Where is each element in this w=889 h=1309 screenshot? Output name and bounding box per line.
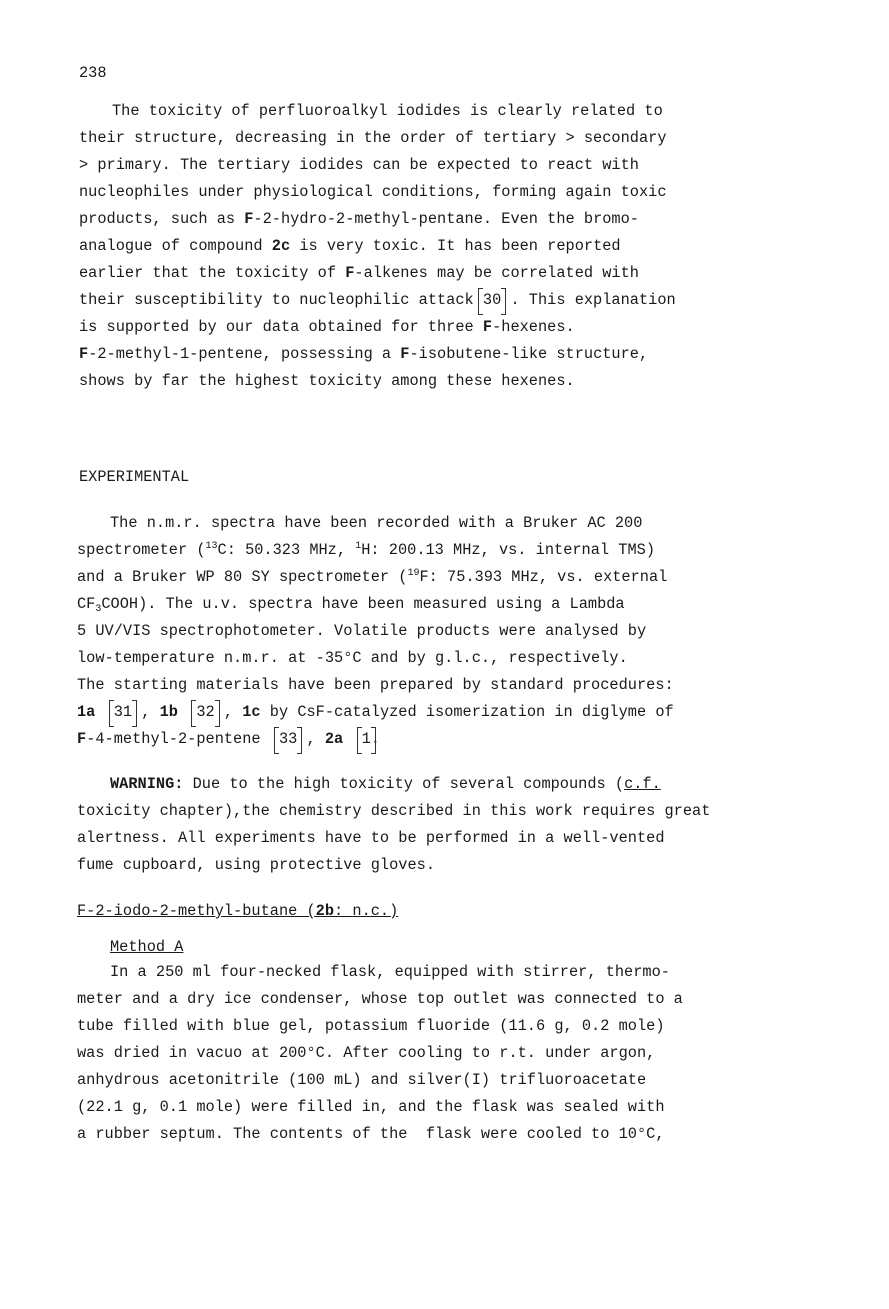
text-line: their structure, decreasing in the order of tertiary > secondary bbox=[79, 129, 667, 147]
text-line: In a 250 ml four-necked flask, equipped with stirrer, thermo- bbox=[110, 963, 670, 981]
citation-ref: 32 bbox=[196, 703, 215, 721]
text-line: The starting materials have been prepared by standard procedures: bbox=[77, 676, 674, 694]
text-line: and a Bruker WP 80 SY spectrometer ($^{19}$F: 75.393 MHz, vs. external bbox=[77, 568, 668, 586]
text-line: WARNING: Due to the high toxicity of several compounds (c.f. bbox=[110, 775, 661, 793]
text-line: The toxicity of perfluoroalkyl iodides is clearly related to bbox=[112, 102, 663, 120]
section-heading: EXPERIMENTAL bbox=[79, 468, 190, 486]
text-line: (22.1 g, 0.1 mole) were filled in, and the flask was sealed with bbox=[77, 1098, 665, 1116]
text-line: products, such as F-2-hydro-2-methyl-pentane. Even the bromo- bbox=[79, 210, 639, 228]
page-number: 238 bbox=[79, 64, 107, 82]
text-line: toxicity chapter),the chemistry described in this work requires great bbox=[77, 802, 711, 820]
citation-ref: 33 bbox=[278, 730, 298, 748]
text-line: their susceptibility to nucleophilic attack 30 . This explanation bbox=[79, 291, 676, 309]
citation-ref: 30 bbox=[482, 291, 502, 309]
text-line: $CF_3COOH$). The u.v. spectra have been measured using a Lambda bbox=[77, 595, 625, 615]
method-heading: Method A bbox=[110, 938, 184, 956]
text-line: meter and a dry ice condenser, whose top outlet was connected to a bbox=[77, 990, 683, 1008]
text-line: low-temperature n.m.r. at -35°C and by g.l.c., respectively. bbox=[77, 649, 628, 667]
text-line: The n.m.r. spectra have been recorded with a Bruker AC 200 bbox=[110, 514, 643, 532]
compound-title: F-2-iodo-2-methyl-butane (2b: n.c.) bbox=[77, 902, 399, 920]
text-line: fume cupboard, using protective gloves. bbox=[77, 856, 436, 874]
warning-label: WARNING: bbox=[110, 775, 184, 793]
text-line: spectrometer ($^{13}$C: 50.323 MHz, $^1$H: 200.13 MHz, vs. internal TMS) bbox=[77, 541, 655, 559]
text-line: anhydrous acetonitrile (100 mL) and silver(I) trifluoroacetate bbox=[77, 1071, 647, 1089]
text-line: earlier that the toxicity of F-alkenes may be correlated with bbox=[79, 264, 639, 282]
text-line: tube filled with blue gel, potassium fluoride (11.6 g, 0.2 mole) bbox=[77, 1017, 665, 1035]
text-line: analogue of compound 2c is very toxic. It has been reported bbox=[79, 237, 621, 255]
text-line: F-4-methyl-2-pentene 33 , 2a 1. bbox=[77, 730, 380, 748]
text-line: nucleophiles under physiological conditions, forming again toxic bbox=[79, 183, 667, 201]
citation-ref: 31 bbox=[113, 703, 133, 721]
citation-ref: 1 bbox=[361, 730, 371, 748]
text-line: 1a 31 , 1b 32 , 1c by CsF-catalyzed isomerization in diglyme of bbox=[77, 703, 674, 721]
text-line: alertness. All experiments have to be performed in a well-vented bbox=[77, 829, 665, 847]
text-line: is supported by our data obtained for three F-hexenes. bbox=[79, 318, 575, 336]
text-line: was dried in vacuo at 200°C. After cooling to r.t. under argon, bbox=[77, 1044, 656, 1062]
text-line: 5 UV/VIS spectrophotometer. Volatile products were analysed by bbox=[77, 622, 647, 640]
text-line: a rubber septum. The contents of the flask were cooled to 10°C, bbox=[77, 1125, 665, 1143]
text-line: F-2-methyl-1-pentene, possessing a F-isobutene-like structure, bbox=[79, 345, 649, 363]
text-line: shows by far the highest toxicity among these hexenes. bbox=[79, 372, 575, 390]
text-line: > primary. The tertiary iodides can be expected to react with bbox=[79, 156, 639, 174]
